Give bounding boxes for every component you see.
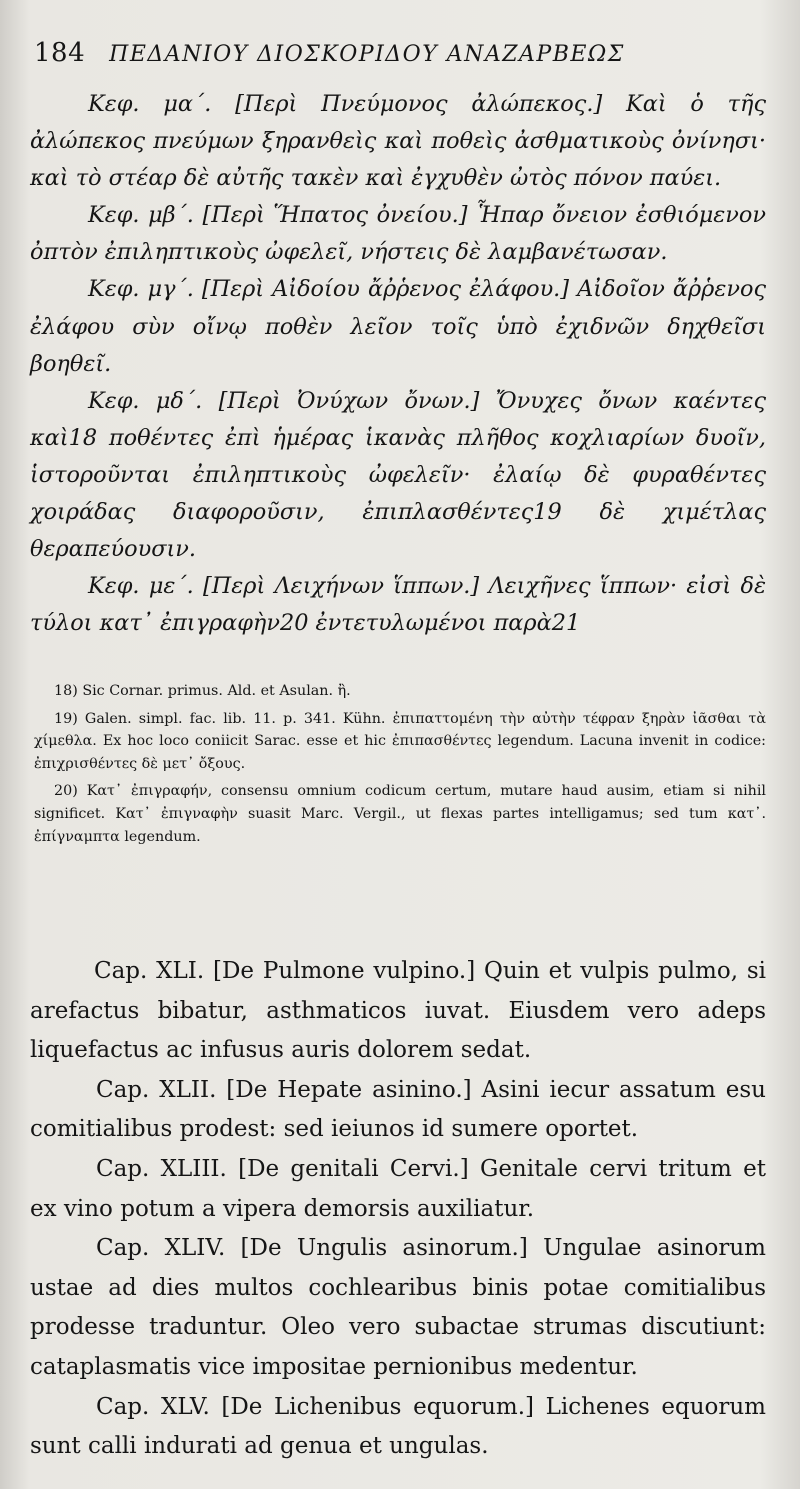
footnote-18: 18) Sic Cornar. primus. Ald. et Asulan. ἢ. (54, 683, 351, 699)
greek-paragraph-41: Κεφ. μα΄. [Περὶ Πνεύμονος ἀλώπεκος.] Καὶ ὁ τῆς ἀλώπεκος πνεύμων ξηρανθεὶς καὶ ποθεὶς ἀσθματικοὺς ὀνίνησι· καὶ τὸ στέαρ δὲ αὐτῆς τακὲν καὶ ἐγχυθὲν ὠτὸς πόνον παύει. (30, 91, 766, 192)
latin-paragraph-45: Cap. XLV. [De Lichenibus equorum.] Lichenes equorum sunt calli indurati ad genua et ungulas. (30, 1393, 766, 1460)
footnote-20: 20) Κατ᾽ ἐπιγραφήν, consensu omnium codicum certum, mutare haud ausim, etiam si nihil significet. Κατ᾽ ἐπιγναφὴν suasit Marc. Vergil., ut flexas partes intelligamus; sed tum κατ᾽. ἐπίγναμπτα legendum. (34, 783, 766, 845)
page-header (34, 38, 760, 78)
greek-paragraph-42: Κεφ. μβ΄. [Περὶ Ἥπατος ὀνείου.] Ἧπαρ ὄνειον ἐσθιόμενον ὀπτὸν ἐπιληπτικοὺς ὠφελεῖ, νήστεις δὲ λαμβανέτωσαν. (30, 202, 766, 266)
page-number: 184 (34, 38, 86, 68)
footnotes (34, 680, 766, 853)
footnote-19: 19) Galen. simpl. fac. lib. 11. p. 341. Kühn. ἐπιπαττομένη τὴν αὐτὴν τέφραν ξηρὰν ἰᾶσθαι τὰ χίμεθλα. Ex hoc loco coniicit Sarac. esse et hic ἐπιπασθέντες legendum. Lacuna invenit in codice: ἐπιχρισθέντες δὲ μετ᾽ ὄξους. (34, 710, 766, 772)
greek-paragraph-43: Κεφ. μγ΄. [Περὶ Αἰδοίου ἄῤῥενος ἐλάφου.] Αἰδοῖον ἄῤῥενος ἐλάφου σὺν οἴνῳ ποθὲν λεῖον τοῖς ὑπὸ ἐχιδνῶν δηχθεῖσι βοηθεῖ. (30, 276, 766, 377)
greek-text-block (30, 86, 766, 642)
latin-text-block (30, 952, 766, 1467)
greek-paragraph-45: Κεφ. με΄. [Περὶ Λειχήνων ἵππων.] Λειχῆνες ἵππων· εἰσὶ δὲ τύλοι κατ᾽ ἐπιγραφὴν20 ἐντετυλωμένοι παρὰ21 (30, 573, 766, 637)
latin-paragraph-44: Cap. XLIV. [De Ungulis asinorum.] Ungulae asinorum ustae ad dies multos cochlearibus binis potae comitialibus prodesse traduntur. Oleo vero subactae strumas discutiunt: cataplasmatis vice impositae pernionibus medentur. (30, 1235, 766, 1380)
greek-paragraph-44: Κεφ. μδ΄. [Περὶ Ὀνύχων ὄνων.] Ὄνυχες ὄνων καέντες καὶ18 ποθέντες ἐπὶ ἡμέρας ἱκανὰς πλῆθος κοχλιαρίων δυοῖν, ἱστοροῦνται ἐπιληπτικοὺς ὠφελεῖν· ἐλαίῳ δὲ φυραθέντες χοιράδας διαφοροῦσιν, ἐπιπλασθέντες19 δὲ χιμέτλας θεραπεύουσιν. (30, 387, 766, 563)
latin-paragraph-42: Cap. XLII. [De Hepate asinino.] Asini iecur assatum esu comitialibus prodest: sed ieiunos id sumere oportet. (30, 1076, 766, 1143)
latin-paragraph-41: Cap. XLI. [De Pulmone vulpino.] Quin et vulpis pulmo, si arefactus bibatur, asthmaticos iuvat. Eiusdem vero adeps liquefactus ac infusus auris dolorem sedat. (30, 958, 766, 1064)
latin-paragraph-43: Cap. XLIII. [De genitali Cervi.] Genitale cervi tritum et ex vino potum a vipera demorsis auxiliatur. (30, 1155, 766, 1222)
running-title: ΠΕΔΑΝΙΟΥ ΔΙΟΣΚΟΡΙΔΟΥ ΑΝΑΖΑΡΒΕΩΣ (109, 42, 625, 67)
